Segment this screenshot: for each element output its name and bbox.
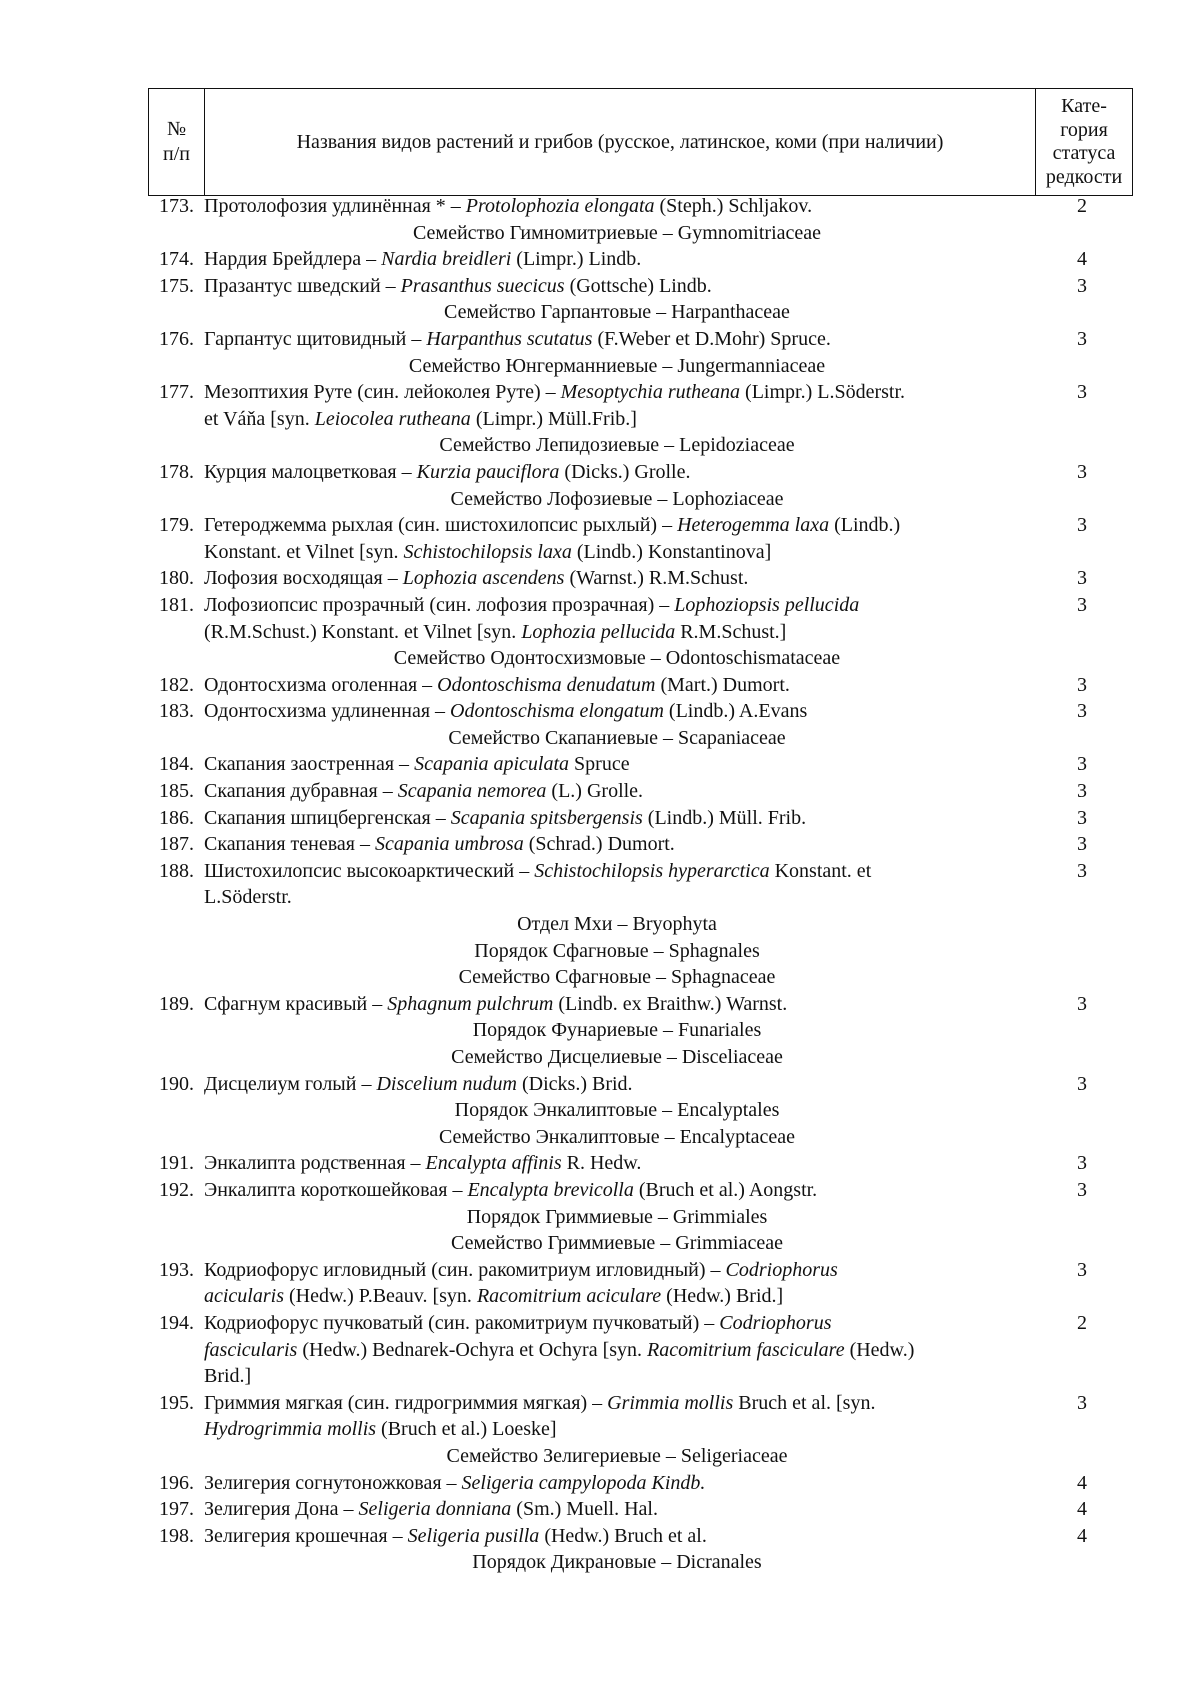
- species-latin-name: Seligeria pusilla: [407, 1524, 540, 1547]
- taxon-heading: Отдел Мхи – Bryophyta: [517, 913, 717, 936]
- species-author: (Hedw.) Bednarek-Ochyra et Ochyra [syn.: [297, 1338, 648, 1361]
- taxon-heading-wrap: [148, 220, 1086, 247]
- species-latin-name: Schistochilopsis laxa: [403, 540, 572, 563]
- species-text: [204, 1283, 783, 1310]
- species-row: [0, 1390, 1200, 1417]
- species-author: (Bruch et al.) Loeske]: [376, 1418, 557, 1441]
- rarity-category: 3: [1077, 833, 1087, 856]
- species-russian-name: (R.M.Schust.) Konstant. et Vilnet [syn.: [204, 620, 522, 643]
- species-russian-name: Зелигерия Дона –: [204, 1498, 359, 1521]
- species-latin-name: Seligeria donniana: [358, 1498, 512, 1521]
- taxon-heading: Порядок Гриммиевые – Grimmiales: [466, 1205, 768, 1228]
- species-russian-name: Мезоптихия Руте (син. лейоколея Руте) –: [204, 381, 561, 404]
- taxon-heading: Семейство Зелигериевые – Seligeriaceae: [446, 1444, 788, 1467]
- species-latin-name: Scapania apiculata: [414, 753, 570, 776]
- species-list: [0, 193, 1200, 1576]
- species-russian-name: Лофозиопсис прозрачный (син. лофозия прозрачная) –: [204, 593, 675, 616]
- species-row: [0, 1177, 1200, 1204]
- rarity-category: 3: [1077, 1391, 1087, 1414]
- taxon-heading-row: [0, 486, 1200, 513]
- species-latin-name: Protolophozia elongata: [465, 195, 655, 217]
- species-number: 185.: [159, 780, 194, 803]
- taxon-heading-row: [0, 299, 1200, 326]
- species-row: [0, 1363, 1200, 1390]
- taxon-heading-row: [0, 938, 1200, 965]
- species-latin-name: Leiocolea rutheana: [314, 407, 471, 430]
- species-row: [0, 672, 1200, 699]
- species-latin-name: Lophozia pellucida: [521, 620, 676, 643]
- species-number: 174.: [159, 248, 194, 271]
- species-number: 186.: [159, 806, 194, 829]
- species-row: [0, 1337, 1200, 1364]
- rarity-category: 4: [1077, 248, 1087, 271]
- species-text: [204, 1150, 641, 1177]
- species-row: [0, 406, 1200, 433]
- species-row: [0, 512, 1200, 539]
- species-russian-name: Энкалипта родственная –: [204, 1152, 426, 1175]
- species-number: 179.: [159, 514, 194, 537]
- species-text: [204, 1390, 875, 1417]
- species-text: [204, 1363, 251, 1390]
- species-synonym-author: (Hedw.) Brid.]: [661, 1285, 784, 1308]
- taxon-heading-wrap: [148, 1097, 1086, 1124]
- rarity-category: 3: [1077, 780, 1087, 803]
- species-author: (F.Weber et D.Mohr) Spruce.: [592, 327, 831, 350]
- taxon-heading: Порядок Сфагновые – Sphagnales: [474, 939, 760, 962]
- species-author: (L.) Grolle.: [546, 780, 644, 803]
- species-row: [0, 858, 1200, 885]
- species-text: [204, 326, 831, 353]
- species-synonym-name: Racomitrium fasciculare: [647, 1338, 845, 1361]
- species-number: 175.: [159, 274, 194, 297]
- species-author: (Dicks.) Brid.: [517, 1072, 633, 1095]
- rarity-category: 3: [1077, 806, 1087, 829]
- species-russian-name: Нардия Брейдлера –: [204, 248, 382, 271]
- taxon-heading: Семейство Энкалиптовые – Encalyptaceae: [438, 1125, 796, 1148]
- species-latin-name: Mesoptychia rutheana: [560, 381, 741, 404]
- species-latin-name: Encalypta brevicolla: [467, 1178, 634, 1201]
- species-latin-name: Nardia breidleri: [381, 248, 512, 271]
- species-author: Konstant. et: [769, 859, 872, 882]
- taxon-heading-row: [0, 964, 1200, 991]
- rarity-category: 2: [1077, 195, 1087, 217]
- species-synonym-author: (Hedw.): [844, 1338, 915, 1361]
- taxon-heading: Семейство Лофозиевые – Lophoziaceae: [450, 487, 784, 510]
- species-number: 197.: [159, 1498, 194, 1521]
- species-text: [204, 698, 807, 725]
- species-text: [204, 858, 871, 885]
- species-author: (Warnst.) R.M.Schust.: [564, 567, 749, 590]
- taxon-heading-wrap: [148, 299, 1086, 326]
- species-text: [204, 379, 905, 406]
- rarity-category: 3: [1077, 593, 1087, 616]
- taxon-heading-row: [0, 911, 1200, 938]
- taxon-heading-row: [0, 1097, 1200, 1124]
- species-number: 180.: [159, 567, 194, 590]
- species-latin-name: Scapania nemorea: [397, 780, 547, 803]
- species-author: (Limpr.) Müll.Frib.]: [470, 407, 637, 430]
- species-author: (Lindb.) Konstantinova]: [571, 540, 772, 563]
- species-number: 184.: [159, 753, 194, 776]
- species-latin-name: Codriophorus: [719, 1311, 832, 1334]
- rarity-category: 3: [1077, 514, 1087, 537]
- species-text: [204, 1310, 831, 1337]
- taxon-heading: Семейство Гимномитриевые – Gymnomitriaceae: [412, 221, 822, 244]
- taxon-heading: Семейство Одонтосхизмовые – Odontoschismataceae: [393, 647, 841, 670]
- species-latin-name: Kurzia pauciflora: [416, 460, 560, 483]
- species-russian-name: Курция малоцветковая –: [204, 460, 417, 483]
- species-author: (Hedw.) Bruch et al.: [539, 1524, 707, 1547]
- species-russian-name: Кодриофорус пучковатый (син. ракомитриум пучковатый) –: [204, 1311, 720, 1334]
- header-category-line1: Кате-: [1061, 95, 1107, 117]
- species-number: 193.: [159, 1258, 194, 1281]
- species-row: [0, 1310, 1200, 1337]
- species-text: [204, 459, 690, 486]
- species-text: [204, 672, 790, 699]
- header-names-label: Названия видов растений и грибов (русское, латинское, коми (при наличии): [296, 130, 944, 153]
- header-names-column: [205, 89, 1036, 195]
- species-row: [0, 565, 1200, 592]
- taxon-heading-row: [0, 432, 1200, 459]
- species-text: [204, 1071, 633, 1098]
- species-number: 178.: [159, 460, 194, 483]
- species-latin-name: Seligeria campylopoda Kindb.: [461, 1471, 706, 1494]
- species-number: 196.: [159, 1471, 194, 1494]
- taxon-heading-wrap: [148, 1124, 1086, 1151]
- species-number: 177.: [159, 381, 194, 404]
- species-row: [0, 246, 1200, 273]
- species-row: [0, 592, 1200, 619]
- species-russian-name: Гарпантус щитовидный –: [204, 327, 427, 350]
- taxon-heading: Порядок Энкалиптовые – Encalyptales: [454, 1099, 780, 1122]
- species-text: [204, 619, 786, 646]
- species-russian-name: Зелигерия согнутоножковая –: [204, 1471, 462, 1494]
- species-row: [0, 1496, 1200, 1523]
- rarity-category: 3: [1077, 673, 1087, 696]
- species-russian-name: Скапания заостренная –: [204, 753, 415, 776]
- species-row: [0, 698, 1200, 725]
- taxon-heading-row: [0, 645, 1200, 672]
- species-latin-name: Odontoschisma elongatum: [450, 700, 664, 723]
- species-row: [0, 539, 1200, 566]
- taxon-heading-row: [0, 1443, 1200, 1470]
- species-russian-name: Konstant. et Vilnet [syn.: [204, 540, 404, 563]
- species-author: Bruch et al. [syn.: [733, 1391, 876, 1414]
- taxon-heading-wrap: [148, 353, 1086, 380]
- species-text: [204, 778, 643, 805]
- header-number-column: [149, 89, 205, 195]
- rarity-category: 3: [1077, 1178, 1087, 1201]
- species-text: [204, 1523, 707, 1550]
- rarity-category: 4: [1077, 1471, 1087, 1494]
- rarity-category: 3: [1077, 992, 1087, 1015]
- species-row: [0, 1283, 1200, 1310]
- taxon-heading-wrap: [148, 1204, 1086, 1231]
- species-row: [0, 1523, 1200, 1550]
- species-number: 187.: [159, 833, 194, 856]
- species-row: [0, 884, 1200, 911]
- rarity-category: 3: [1077, 381, 1087, 404]
- species-latin-name: Encalypta affinis: [425, 1152, 562, 1175]
- species-russian-name: Кодриофорус игловидный (син. ракомитриум игловидный) –: [204, 1258, 726, 1281]
- species-russian-name: Гриммия мягкая (син. гидрогриммия мягкая) –: [204, 1391, 608, 1414]
- taxon-heading-wrap: [148, 938, 1086, 965]
- species-text: [204, 406, 637, 433]
- species-latin-name: Heterogemma laxa: [677, 514, 830, 537]
- taxon-heading-row: [0, 1044, 1200, 1071]
- taxon-heading-wrap: [148, 725, 1086, 752]
- species-latin-name: Grimmia mollis: [607, 1391, 734, 1414]
- species-row: [0, 1257, 1200, 1284]
- species-number: 195.: [159, 1391, 194, 1414]
- species-latin-name: Hydrogrimmia mollis: [204, 1418, 377, 1441]
- taxon-heading-row: [0, 1124, 1200, 1151]
- species-latin-name: Harpanthus scutatus: [426, 327, 593, 350]
- rarity-category: 4: [1077, 1524, 1087, 1547]
- species-russian-name: Шистохилопсис высокоарктический –: [204, 859, 535, 882]
- species-latin-name: Scapania spitsbergensis: [450, 806, 643, 829]
- species-text: [204, 1337, 914, 1364]
- header-category-column: [1036, 89, 1132, 195]
- species-text: [204, 512, 900, 539]
- species-russian-name: Лофозия восходящая –: [204, 567, 403, 590]
- species-russian-name: et Váňa [syn.: [204, 407, 315, 430]
- species-number: 182.: [159, 673, 194, 696]
- taxon-heading-wrap: [148, 645, 1086, 672]
- species-text: [204, 273, 712, 300]
- species-latin-name: Codriophorus: [725, 1258, 838, 1281]
- species-russian-name: Скапания шпицбергенская –: [204, 806, 451, 829]
- species-russian-name: Энкалипта короткошейковая –: [204, 1178, 468, 1201]
- species-row: [0, 991, 1200, 1018]
- taxon-heading: Семейство Гарпантовые – Harpanthaceae: [444, 301, 790, 324]
- rarity-category: 3: [1077, 1258, 1087, 1281]
- species-text: [204, 1177, 817, 1204]
- species-synonym-name: Racomitrium aciculare: [476, 1285, 662, 1308]
- taxon-heading-wrap: [148, 1549, 1086, 1576]
- species-number: 190.: [159, 1072, 194, 1095]
- species-author: Spruce: [569, 753, 630, 776]
- species-author: (Gottsche) Lindb.: [564, 274, 712, 297]
- species-number: 194.: [159, 1311, 194, 1334]
- species-latin-name: Prasanthus suecicus: [400, 274, 565, 297]
- species-russian-name: Дисцелиум голый –: [204, 1072, 377, 1095]
- taxon-heading-wrap: [148, 1443, 1086, 1470]
- taxon-heading: Семейство Гриммиевые – Grimmiaceae: [451, 1232, 783, 1255]
- taxon-heading-wrap: [148, 1017, 1086, 1044]
- species-number: 198.: [159, 1524, 194, 1547]
- taxon-heading-wrap: [148, 1044, 1086, 1071]
- species-author: (Lindb. ex Braithw.) Warnst.: [553, 992, 788, 1015]
- species-number: 192.: [159, 1178, 194, 1201]
- species-author: (Sm.) Muell. Hal.: [511, 1498, 658, 1521]
- taxon-heading: Семейство Дисцелиевые – Disceliaceae: [451, 1046, 783, 1068]
- species-author: (Limpr.) L.Söderstr.: [740, 381, 906, 404]
- taxon-heading: Семейство Юнгерманниевые – Jungermanniaceae: [408, 354, 826, 377]
- species-russian-name: Скапания теневая –: [204, 833, 376, 856]
- taxon-heading-row: [0, 220, 1200, 247]
- species-russian-name: Одонтосхизма оголенная –: [204, 673, 438, 696]
- species-russian-name: Одонтосхизма удлиненная –: [204, 700, 451, 723]
- species-latin-name: Odontoschisma denudatum: [437, 673, 656, 696]
- taxon-heading-wrap: [148, 964, 1086, 991]
- header-category-line4: редкости: [1045, 165, 1123, 188]
- species-author: R. Hedw.: [561, 1152, 642, 1175]
- species-row: [0, 273, 1200, 300]
- taxon-heading-row: [0, 725, 1200, 752]
- rarity-category: 3: [1077, 859, 1087, 882]
- species-text: [204, 1496, 658, 1523]
- species-russian-name: Празантус шведский –: [204, 274, 401, 297]
- header-number-line1: №: [166, 118, 187, 140]
- species-latin-name: Lophozia ascendens: [402, 567, 565, 590]
- species-text: [204, 884, 292, 911]
- species-number: 173.: [159, 195, 194, 217]
- species-russian-name: L.Söderstr.: [204, 886, 292, 909]
- taxon-heading: Семейство Скапаниевые – Scapaniaceae: [448, 726, 786, 749]
- species-author: (Lindb.) Müll. Frib.: [642, 806, 807, 829]
- species-russian-name: Brid.]: [204, 1365, 252, 1388]
- species-row: [0, 1150, 1200, 1177]
- species-author: (Mart.) Dumort.: [655, 673, 790, 696]
- species-russian-name: Гетероджемма рыхлая (син. шистохилопсис рыхлый) –: [204, 514, 678, 537]
- rarity-category: 3: [1077, 1072, 1087, 1095]
- rarity-category: 4: [1077, 1498, 1087, 1521]
- species-row: [0, 326, 1200, 353]
- species-row: [0, 1470, 1200, 1497]
- species-russian-name: Сфагнум красивый –: [204, 992, 388, 1015]
- header-category-line2: гория: [1060, 118, 1108, 141]
- species-row: [0, 778, 1200, 805]
- taxon-heading-row: [0, 1017, 1200, 1044]
- species-row: [0, 805, 1200, 832]
- taxon-heading-wrap: [148, 486, 1086, 513]
- rarity-category: 3: [1077, 753, 1087, 776]
- species-row: [0, 1416, 1200, 1443]
- species-latin-name: fascicularis: [204, 1338, 298, 1361]
- species-number: 176.: [159, 327, 194, 350]
- species-author: (Dicks.) Grolle.: [559, 460, 691, 483]
- species-row: [0, 379, 1200, 406]
- species-latin-name: Sphagnum pulchrum: [387, 992, 554, 1015]
- rarity-category: 3: [1077, 700, 1087, 723]
- taxon-heading: Порядок Фунариевые – Funariales: [472, 1019, 762, 1042]
- species-text: [204, 1416, 557, 1443]
- species-text: [204, 991, 787, 1018]
- species-row: [0, 831, 1200, 858]
- species-author: (Steph.) Schljakov.: [654, 195, 813, 217]
- taxon-heading: Семейство Сфагновые – Sphagnaceae: [458, 966, 776, 989]
- species-text: [204, 1257, 838, 1284]
- rarity-category: 3: [1077, 274, 1087, 297]
- species-latin-name: Scapania umbrosa: [375, 833, 524, 856]
- species-text: [204, 831, 675, 858]
- header-category-line3: статуса: [1052, 142, 1116, 164]
- species-text: [204, 751, 630, 778]
- species-text: [204, 805, 806, 832]
- rarity-category: 2: [1077, 1311, 1087, 1334]
- species-number: 188.: [159, 859, 194, 882]
- taxon-heading-wrap: [148, 911, 1086, 938]
- species-text: [204, 193, 812, 220]
- species-row: [0, 459, 1200, 486]
- taxon-heading: Порядок Дикрановые – Dicranales: [472, 1551, 762, 1574]
- species-latin-name: Lophoziopsis pellucida: [674, 593, 860, 616]
- species-russian-name: Скапания дубравная –: [204, 780, 398, 803]
- species-text: [204, 592, 859, 619]
- species-latin-name: Discelium nudum: [376, 1072, 517, 1095]
- species-latin-name: acicularis: [204, 1285, 284, 1308]
- species-number: 181.: [159, 593, 194, 616]
- taxon-heading-row: [0, 1230, 1200, 1257]
- rarity-category: 3: [1077, 327, 1087, 350]
- species-text: [204, 539, 771, 566]
- taxon-heading-wrap: [148, 432, 1086, 459]
- species-russian-name: Протолофозия удлинённая * –: [204, 195, 466, 217]
- species-author: (Limpr.) Lindb.: [511, 248, 642, 271]
- species-author: (Lindb.) A.Evans: [663, 700, 808, 723]
- species-text: [204, 246, 641, 273]
- species-author: (Bruch et al.) Aongstr.: [633, 1178, 818, 1201]
- species-row: [0, 751, 1200, 778]
- species-text: [204, 1470, 705, 1497]
- species-number: 191.: [159, 1152, 194, 1175]
- table-header: [148, 88, 1133, 196]
- species-row: [0, 193, 1200, 220]
- species-row: [0, 1071, 1200, 1098]
- header-number-line2: п/п: [163, 143, 190, 165]
- rarity-category: 3: [1077, 567, 1087, 590]
- taxon-heading-row: [0, 353, 1200, 380]
- taxon-heading-row: [0, 1549, 1200, 1576]
- species-number: 189.: [159, 992, 194, 1015]
- rarity-category: 3: [1077, 460, 1087, 483]
- species-author: R.M.Schust.]: [675, 620, 787, 643]
- species-row: [0, 619, 1200, 646]
- species-russian-name: Зелигерия крошечная –: [204, 1524, 408, 1547]
- species-number: 183.: [159, 700, 194, 723]
- taxon-heading-wrap: [148, 1230, 1086, 1257]
- rarity-category: 3: [1077, 1152, 1087, 1175]
- species-text: [204, 565, 748, 592]
- species-author: (Schrad.) Dumort.: [523, 833, 675, 856]
- taxon-heading: Семейство Лепидозиевые – Lepidoziaceae: [439, 434, 795, 457]
- species-author: (Lindb.): [829, 514, 901, 537]
- taxon-heading-row: [0, 1204, 1200, 1231]
- species-author: (Hedw.) P.Beauv. [syn.: [284, 1285, 477, 1308]
- species-latin-name: Schistochilopsis hyperarctica: [534, 859, 770, 882]
